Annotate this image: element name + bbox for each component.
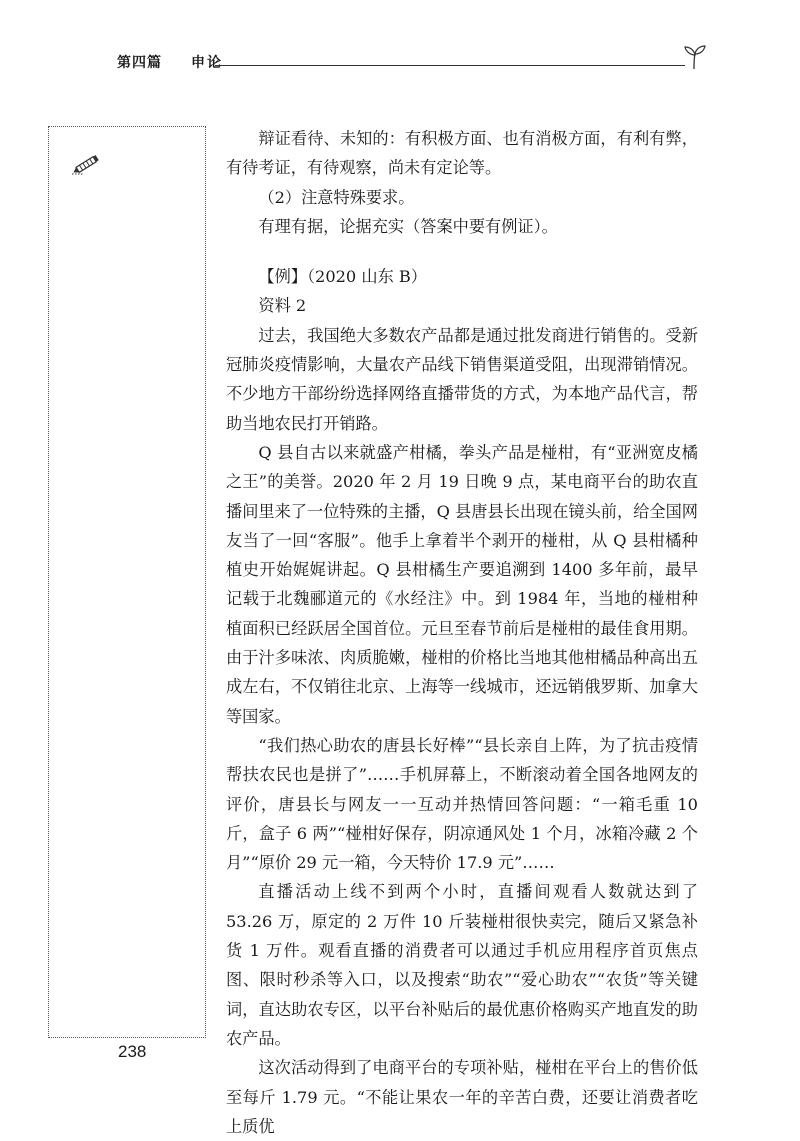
material-label: 资料 2	[258, 296, 307, 316]
paragraph: 直播活动上线不到两个小时，直播间观看人数就达到了 53.26 万，原定的 2 万件 10 斤装椪柑很快卖完，随后又紧急补货 1 万件。观看直播的消费者可以通过手机应用程序首页焦点图、限时秒杀等入口，以及搜索“助农”“爱心助农”“农货”等关键词，直达助农专区，以平台补贴后的最优惠价格购买产地直发的助农产品。	[226, 882, 698, 1048]
page-number: 238	[118, 1042, 147, 1061]
sprout-icon	[683, 44, 707, 70]
page-header	[117, 52, 717, 78]
paragraph: 这次活动得到了电商平台的专项补贴，椪柑在平台上的售价低至每斤 1.79 元。“不能让果农一年的辛苦白费，还要让消费者吃上质优	[226, 1058, 698, 1136]
paragraph: 辩证看待、未知的：有积极方面、也有消极方面，有利有弊，有待考证，有待观察，尚未有定论等。	[226, 129, 698, 178]
pencil-icon	[70, 152, 104, 176]
paragraph: （2）注意特殊要求。	[258, 187, 415, 207]
paragraph: 有理有据，论据充实（答案中要有例证）。	[258, 216, 558, 236]
header-rule	[215, 65, 685, 66]
main-text	[226, 124, 698, 1141]
chapter-label: 第四篇	[117, 55, 162, 71]
paragraph: 过去，我国绝大多数农产品都是通过批发商进行销售的。受新冠肺炎疫情影响，大量农产品线下销售渠道受阻，出现滞销情况。不少地方干部纷纷选择网络直播带货的方式，为本地产品代言，帮助当地农民打开销路。	[226, 325, 698, 433]
section-title: 申论	[191, 55, 223, 71]
notes-sidebar	[48, 126, 206, 1038]
example-heading: 【例】（2020 山东 B）	[258, 267, 427, 287]
paragraph: Q 县自古以来就盛产柑橘，拳头产品是椪柑，有“亚洲宽皮橘之王”的美誉。2020 年 2 月 19 日晚 9 点，某电商平台的助农直播间里来了一位特殊的主播，Q 县唐县长出现在镜头前，给全国网友当了一回“客服”。他手上拿着半个剥开的椪柑，从 Q 县柑橘种植史开始娓娓讲起。Q 县柑橘生产要追溯到 1400 多年前，最早记载于北魏郦道元的《水经注》中。到 1984 年，当地的椪柑种植面积已经跃居全国首位。元旦至春节前后是椪柑的最佳食用期。由于汁多味浓、肉质脆嫩，椪柑的价格比当地其他柑橘品种高出五成左右，不仅销往北京、上海等一线城市，还远销俄罗斯、加拿大等国家。	[226, 442, 698, 726]
paragraph: “我们热心助农的唐县长好棒”“县长亲自上阵，为了抗击疫情帮扶农民也是拼了”……手机屏幕上，不断滚动着全国各地网友的评价，唐县长与网友一一互动并热情回答问题：“一箱毛重 10 斤，盒子 6 两”“椪柑好保存，阴凉通风处 1 个月，冰箱冷藏 2 个月”“原价 29 元一箱，今天特价 17.9 元”……	[226, 735, 698, 873]
